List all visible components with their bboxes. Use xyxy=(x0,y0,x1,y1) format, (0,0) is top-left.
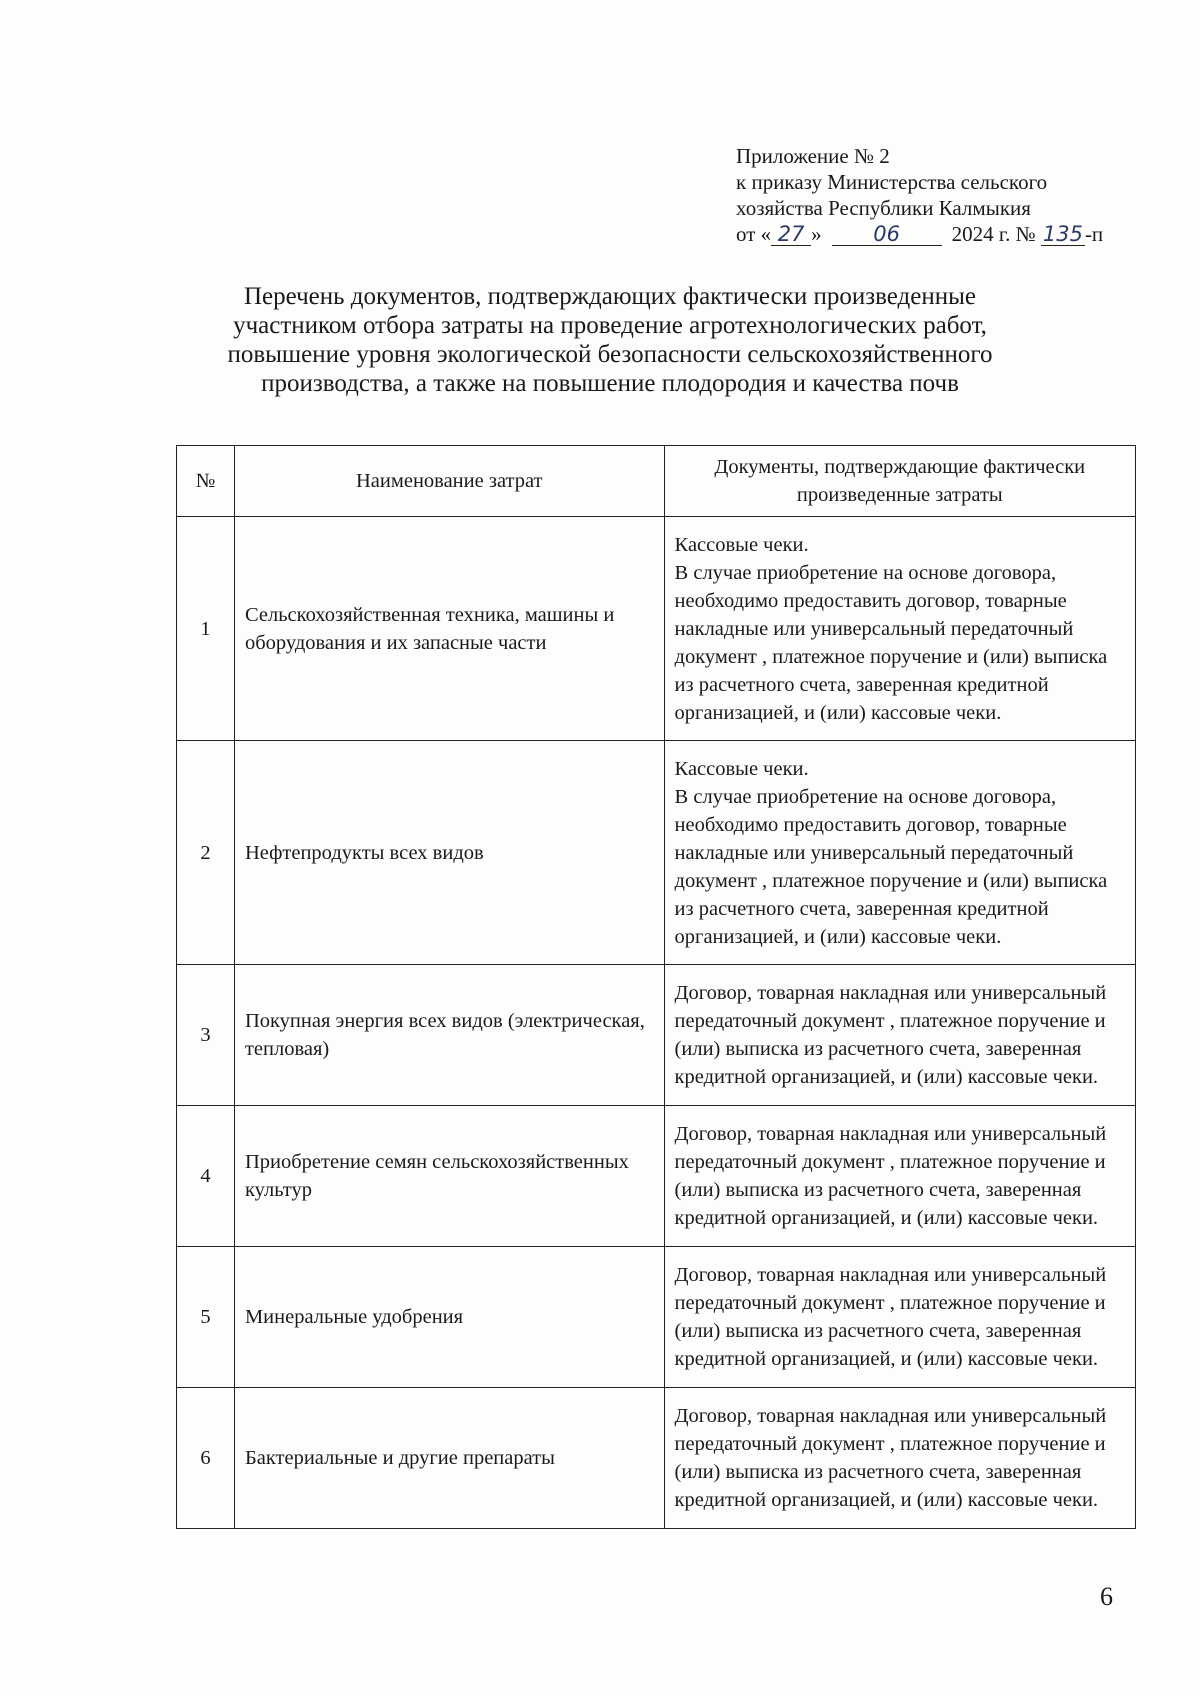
row-documents-title: Кассовые чеки. xyxy=(674,533,809,556)
row-number: 5 xyxy=(177,1247,235,1388)
appendix-header xyxy=(736,143,1136,247)
row-documents xyxy=(664,517,1135,741)
date-mid: » xyxy=(811,222,822,246)
row-number: 3 xyxy=(177,965,235,1106)
row-documents: Договор, товарная накладная или универсальный передаточный документ , платежное поручение и (или) выписка из расчетного счета, заверенная кредитной организацией, и (или) кассовые чеки. xyxy=(664,1388,1135,1529)
row-number: 4 xyxy=(177,1106,235,1247)
header-number: № xyxy=(177,446,235,517)
document-title xyxy=(180,282,1040,398)
handwritten-month: 06 xyxy=(832,223,942,246)
date-year: 2024 г. № xyxy=(951,222,1036,246)
table-row xyxy=(177,965,1136,1106)
table-row xyxy=(177,1106,1136,1247)
order-suffix: -п xyxy=(1084,222,1104,246)
row-cost-name: Нефтепродукты всех видов xyxy=(234,741,664,965)
header-documents: Документы, подтверждающие фактически произведенные затраты xyxy=(664,446,1135,517)
row-number: 1 xyxy=(177,517,235,741)
page-number: 6 xyxy=(1100,1582,1113,1611)
handwritten-order-number: 135 xyxy=(1042,222,1083,246)
title-line: участником отбора затраты на проведение агротехнологических работ, xyxy=(233,312,987,339)
ministry-line: хозяйства Республики Калмыкия xyxy=(736,196,1031,220)
order-reference-line: к приказу Министерства сельского xyxy=(736,170,1048,194)
header-cost-name: Наименование затрат xyxy=(234,446,664,517)
title-line: производства, а также на повышение плодородия и качества почв xyxy=(261,370,959,397)
row-documents: Договор, товарная накладная или универсальный передаточный документ , платежное поручение и (или) выписка из расчетного счета, заверенная кредитной организацией, и (или) кассовые чеки. xyxy=(664,1247,1135,1388)
table-header-row xyxy=(177,446,1136,517)
title-line: повышение уровня экологической безопасности сельскохозяйственного xyxy=(227,341,993,368)
row-cost-name: Минеральные удобрения xyxy=(234,1247,664,1388)
row-documents xyxy=(664,741,1135,965)
table-row xyxy=(177,1388,1136,1529)
row-cost-name: Покупная энергия всех видов (электрическая, тепловая) xyxy=(234,965,664,1106)
row-documents-title: Кассовые чеки. xyxy=(674,757,809,780)
row-cost-name: Сельскохозяйственная техника, машины и оборудования и их запасные части xyxy=(234,517,664,741)
row-documents: Договор, товарная накладная или универсальный передаточный документ , платежное поручение и (или) выписка из расчетного счета, заверенная кредитной организацией, и (или) кассовые чеки. xyxy=(664,1106,1135,1247)
table-row xyxy=(177,517,1136,741)
row-documents-text: В случае приобретение на основе договора, необходимо предоставить договор, товарные накладные или универсальный передаточный документ , платежное поручение и (или) выписка из расчетного счета, заверенная кредитной организацией, и (или) кассовые чеки. xyxy=(674,561,1108,724)
table-row xyxy=(177,1247,1136,1388)
row-documents: Договор, товарная накладная или универсальный передаточный документ , платежное поручение и (или) выписка из расчетного счета, заверенная кредитной организацией, и (или) кассовые чеки. xyxy=(664,965,1135,1106)
order-date-line xyxy=(736,221,1136,247)
title-line: Перечень документов, подтверждающих фактически произведенные xyxy=(243,283,976,310)
date-prefix: от « xyxy=(736,222,772,246)
row-documents-text: В случае приобретение на основе договора, необходимо предоставить договор, товарные накладные или универсальный передаточный документ , платежное поручение и (или) выписка из расчетного счета, заверенная кредитной организацией, и (или) кассовые чеки. xyxy=(674,785,1108,948)
row-number: 2 xyxy=(177,741,235,965)
documents-table xyxy=(176,445,1136,1529)
row-cost-name: Приобретение семян сельскохозяйственных культур xyxy=(234,1106,664,1247)
row-number: 6 xyxy=(177,1388,235,1529)
table-row xyxy=(177,741,1136,965)
row-cost-name: Бактериальные и другие препараты xyxy=(234,1388,664,1529)
appendix-label: Приложение № 2 xyxy=(736,144,890,168)
handwritten-day: 27 xyxy=(771,223,811,246)
